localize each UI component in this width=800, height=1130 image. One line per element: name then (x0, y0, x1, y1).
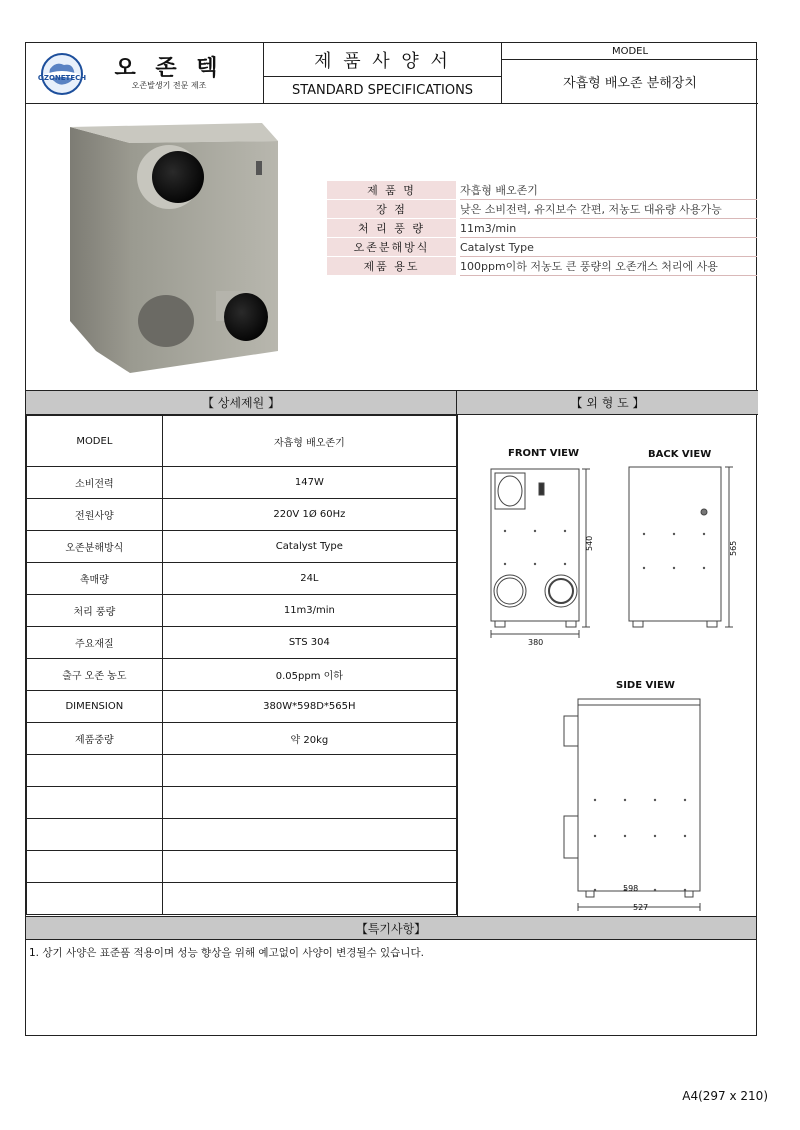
front-width-dim: 380 (528, 638, 544, 647)
doc-title-ko: 제 품 사 양 서 (264, 43, 501, 77)
spec-sheet (25, 42, 757, 1036)
logo-text: OZONETECH (38, 74, 86, 82)
table-row (27, 595, 457, 627)
info-value: Catalyst Type (460, 238, 757, 257)
table-row (27, 691, 457, 723)
header-logo-cell (26, 43, 264, 104)
table-row (27, 416, 457, 467)
doc-title-en: STANDARD SPECIFICATIONS (291, 82, 474, 98)
model-label: MODEL (502, 43, 758, 60)
back-view-title: BACK VIEW (648, 449, 712, 460)
spec-value: 24L (162, 563, 456, 595)
side-inner-dim: 527 (633, 903, 649, 912)
spec-table (26, 415, 457, 915)
side-total-dim: 598 (623, 884, 639, 893)
info-key: 처 리 풍 량 (327, 219, 456, 237)
photo-area (26, 104, 756, 390)
spec-value (162, 755, 456, 787)
table-row (27, 883, 457, 915)
model-value: 자흡형 배오존 분해장치 (563, 76, 697, 91)
table-row (27, 627, 457, 659)
spec-label (27, 755, 163, 787)
spec-value: STS 304 (162, 627, 456, 659)
spec-value (162, 851, 456, 883)
spec-label: 출구 오존 농도 (27, 659, 163, 691)
spec-label: 촉매량 (27, 563, 163, 595)
spec-label: 오존분해방식 (27, 531, 163, 563)
info-key: 오존분해방식 (327, 238, 456, 256)
info-key: 장 점 (327, 200, 456, 218)
company-tagline: 오존발생기 전문 제조 (131, 81, 207, 90)
details-section-header: 【 상세제원 】 (26, 390, 457, 415)
info-key: 제품 용도 (327, 257, 456, 275)
spec-label: MODEL (27, 416, 163, 467)
spec-value: 11m3/min (162, 595, 456, 627)
spec-value (162, 819, 456, 851)
outline-section-header: 【 외 형 도 】 (457, 390, 758, 415)
table-row (27, 787, 457, 819)
info-value: 100ppm이하 저농도 큰 풍량의 오존개스 처리에 사용 (460, 257, 757, 276)
spec-label (27, 819, 163, 851)
table-row (27, 659, 457, 691)
spec-label: 소비전력 (27, 467, 163, 499)
spec-value: 약 20kg (162, 723, 456, 755)
spec-label: 처리 풍량 (27, 595, 163, 627)
table-row (27, 723, 457, 755)
outline-drawings (458, 416, 756, 914)
spec-label: 제품중량 (27, 723, 163, 755)
back-view-drawing (629, 467, 733, 627)
spec-value: 0.05ppm 이하 (162, 659, 456, 691)
front-view-drawing (491, 469, 590, 638)
company-logo-icon (38, 51, 86, 97)
spec-value: 자흡형 배오존기 (162, 416, 456, 467)
spec-value: 380W*598D*565H (162, 691, 456, 723)
spec-value (162, 787, 456, 819)
spec-label: 주요재질 (27, 627, 163, 659)
spec-label (27, 883, 163, 915)
front-height-dim: 540 (585, 535, 594, 551)
spec-value: 147W (162, 467, 456, 499)
table-row (27, 499, 457, 531)
company-name: 오 존 텍 (114, 56, 224, 81)
spec-label: 전원사양 (27, 499, 163, 531)
front-view-title: FRONT VIEW (508, 448, 580, 459)
side-view-drawing (564, 699, 700, 914)
paper-size-label: A4(297 x 210) (682, 1089, 768, 1103)
back-height-dim: 565 (729, 540, 738, 556)
spec-label: DIMENSION (27, 691, 163, 723)
spec-label (27, 787, 163, 819)
spec-value (162, 883, 456, 915)
column-divider (457, 415, 458, 916)
info-value: 낮은 소비전력, 유지보수 간편, 저농도 대유량 사용가능 (460, 200, 757, 219)
table-row (27, 531, 457, 563)
table-row (27, 851, 457, 883)
table-row (27, 467, 457, 499)
spec-value: 220V 1Ø 60Hz (162, 499, 456, 531)
side-view-title: SIDE VIEW (616, 680, 675, 691)
spec-value: Catalyst Type (162, 531, 456, 563)
notes-section-header: 【특기사항】 (26, 916, 756, 940)
table-row (27, 755, 457, 787)
table-row (27, 563, 457, 595)
info-value: 11m3/min (460, 219, 757, 238)
header-model-cell (502, 43, 758, 104)
info-value: 자흡형 배오존기 (460, 181, 757, 200)
note-line: 1. 상기 사양은 표준품 적용이며 성능 향상을 위해 예고없이 사양이 변경될수 있습니다. (29, 947, 424, 959)
spec-label (27, 851, 163, 883)
header-title-cell (264, 43, 502, 104)
info-key: 제 품 명 (327, 181, 456, 199)
table-row (27, 819, 457, 851)
